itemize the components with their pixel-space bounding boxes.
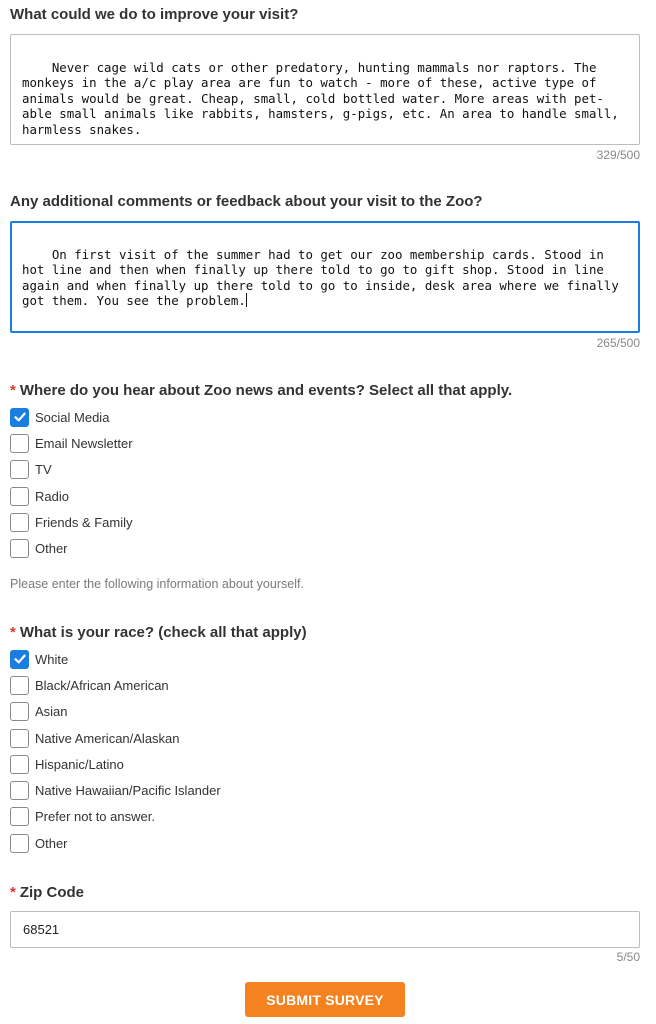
improve-question: What could we do to improve your visit? bbox=[10, 6, 299, 23]
race-question bbox=[10, 624, 307, 641]
checkbox[interactable] bbox=[10, 487, 29, 506]
option-label: Native Hawaiian/Pacific Islander bbox=[35, 783, 221, 799]
submit-survey-button[interactable]: SUBMIT SURVEY bbox=[245, 982, 405, 1017]
race-option-native-hawaiian-pacific-islander[interactable] bbox=[10, 777, 221, 803]
race-option-native-american-alaskan[interactable] bbox=[10, 725, 221, 751]
zip-char-counter: 5/50 bbox=[616, 950, 640, 964]
improve-char-counter: 329/500 bbox=[596, 148, 640, 162]
option-label: Radio bbox=[35, 488, 69, 504]
checkbox[interactable] bbox=[10, 834, 29, 853]
option-label: White bbox=[35, 651, 69, 667]
option-label: Prefer not to answer. bbox=[35, 809, 155, 825]
option-label: Black/African American bbox=[35, 677, 169, 693]
required-marker: * bbox=[10, 624, 16, 641]
checkbox[interactable] bbox=[10, 781, 29, 800]
option-label: Hispanic/Latino bbox=[35, 756, 124, 772]
race-option-asian[interactable] bbox=[10, 699, 221, 725]
news-option-email-newsletter[interactable] bbox=[10, 430, 133, 456]
zip-question-text: Zip Code bbox=[19, 884, 85, 901]
news-options bbox=[10, 404, 133, 562]
race-option-other[interactable] bbox=[10, 830, 221, 856]
required-marker: * bbox=[10, 884, 16, 901]
checkbox[interactable] bbox=[10, 513, 29, 532]
race-question-text: What is your race? (check all that apply) bbox=[19, 624, 307, 641]
option-label: Other bbox=[35, 541, 68, 557]
checkbox[interactable] bbox=[10, 434, 29, 453]
option-label: Email Newsletter bbox=[35, 435, 133, 451]
checkbox[interactable] bbox=[10, 460, 29, 479]
news-option-other[interactable] bbox=[10, 535, 133, 561]
comments-answer-text: On first visit of the summer had to get our zoo membership cards. Stood in hot line and then when finally up there told to go to gift shop. Stood in line again and when finally up there told to go to inside, desk area where we finally got them. You see the problem. bbox=[22, 246, 627, 308]
checkbox-checked[interactable] bbox=[10, 408, 29, 427]
option-label: Native American/Alaskan bbox=[35, 730, 180, 746]
checkbox[interactable] bbox=[10, 539, 29, 558]
text-cursor bbox=[246, 293, 247, 307]
checkbox-checked[interactable] bbox=[10, 650, 29, 669]
news-option-tv[interactable] bbox=[10, 457, 133, 483]
race-options bbox=[10, 646, 221, 856]
option-label: Friends & Family bbox=[35, 514, 133, 530]
info-text: Please enter the following information about yourself. bbox=[10, 577, 304, 591]
comments-char-counter: 265/500 bbox=[596, 336, 640, 350]
checkmark-icon bbox=[13, 410, 27, 424]
zip-code-value: 68521 bbox=[23, 922, 60, 937]
race-option-white[interactable] bbox=[10, 646, 221, 672]
checkmark-icon bbox=[13, 652, 27, 666]
news-option-friends-family[interactable] bbox=[10, 509, 133, 535]
race-option-hispanic-latino[interactable] bbox=[10, 751, 221, 777]
news-question-text: Where do you hear about Zoo news and events? Select all that apply. bbox=[19, 382, 513, 399]
checkbox[interactable] bbox=[10, 702, 29, 721]
checkbox[interactable] bbox=[10, 729, 29, 748]
checkbox[interactable] bbox=[10, 807, 29, 826]
race-option-prefer-not-to-answer[interactable] bbox=[10, 804, 221, 830]
option-label: Social Media bbox=[35, 409, 110, 425]
news-option-social-media[interactable] bbox=[10, 404, 133, 430]
zip-question bbox=[10, 884, 84, 901]
comments-question: Any additional comments or feedback about your visit to the Zoo? bbox=[10, 193, 483, 210]
comments-textarea[interactable] bbox=[10, 221, 640, 333]
checkbox[interactable] bbox=[10, 755, 29, 774]
zip-code-input[interactable] bbox=[10, 911, 640, 948]
checkbox[interactable] bbox=[10, 676, 29, 695]
improve-answer-text: Never cage wild cats or other predatory, hunting mammals nor raptors. The monkeys in the a/c play area are fun to watch - more of these, active type of animals would be great. Cheap, small, cold bottled water. More areas with pet-able small animals like rabbits, hamsters, g-pigs, etc. An area to handle small, harmless snakes. bbox=[22, 59, 627, 137]
improve-textarea[interactable] bbox=[10, 34, 640, 145]
news-question bbox=[10, 382, 512, 399]
required-marker: * bbox=[10, 382, 16, 399]
race-option-black-african-american[interactable] bbox=[10, 672, 221, 698]
option-label: Asian bbox=[35, 704, 68, 720]
news-option-radio[interactable] bbox=[10, 483, 133, 509]
option-label: TV bbox=[35, 462, 52, 478]
option-label: Other bbox=[35, 835, 68, 851]
